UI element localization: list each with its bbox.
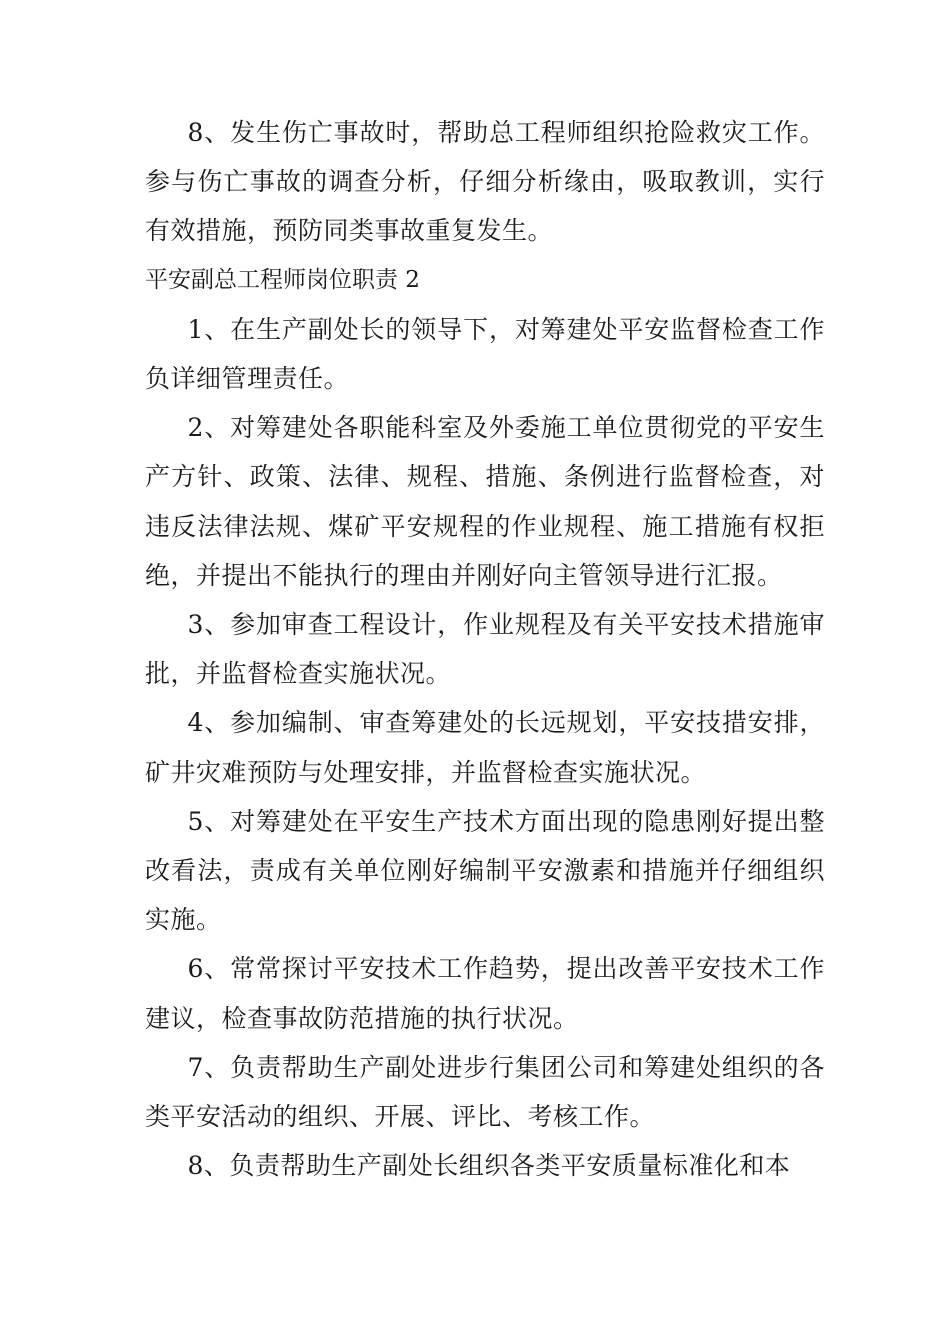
paragraph-item-2: 2、对筹建处各职能科室及外委施工单位贯彻党的平安生产方针、政策、法律、规程、措施、条例进行监督检查，对违反法律法规、煤矿平安规程的作业规程、施工措施有权拒绝，并提出不能执行的理由并刚好向主管领导进行汇报。 xyxy=(145,413,825,590)
document-body xyxy=(145,108,825,1190)
paragraph-item-8-previous: 8、发生伤亡事故时，帮助总工程师组织抢险救灾工作。参与伤亡事故的调查分析，仔细分析缘由，吸取教训，实行有效措施，预防同类事故重复发生。 xyxy=(145,118,825,246)
paragraph-item-8: 8、负责帮助生产副处长组织各类平安质量标准化和本 xyxy=(187,1151,791,1181)
paragraph-item-4: 4、参加编制、审查筹建处的长远规划，平安技措安排，矿井灾难预防与处理安排，并监督检查实施状况。 xyxy=(145,708,825,787)
paragraph-item-1: 1、在生产副处长的领导下，对筹建处平安监督检查工作负详细管理责任。 xyxy=(145,314,825,394)
paragraph-item-7: 7、负责帮助生产副处进步行集团公司和筹建处组织的各类平安活动的组织、开展、评比、考核工作。 xyxy=(145,1052,825,1132)
paragraph-item-5: 5、对筹建处在平安生产技术方面出现的隐患刚好提出整改看法，责成有关单位刚好编制平安激素和措施并仔细组织实施。 xyxy=(145,806,825,935)
section-title: 平安副总工程师岗位职责 2 xyxy=(145,266,420,293)
paragraph-item-3: 3、参加审查工程设计，作业规程及有关平安技术措施审批，并监督检查实施状况。 xyxy=(145,610,825,689)
paragraph-item-6: 6、常常探讨平安技术工作趋势，提出改善平安技术工作建议，检查事故防范措施的执行状况。 xyxy=(145,954,825,1033)
